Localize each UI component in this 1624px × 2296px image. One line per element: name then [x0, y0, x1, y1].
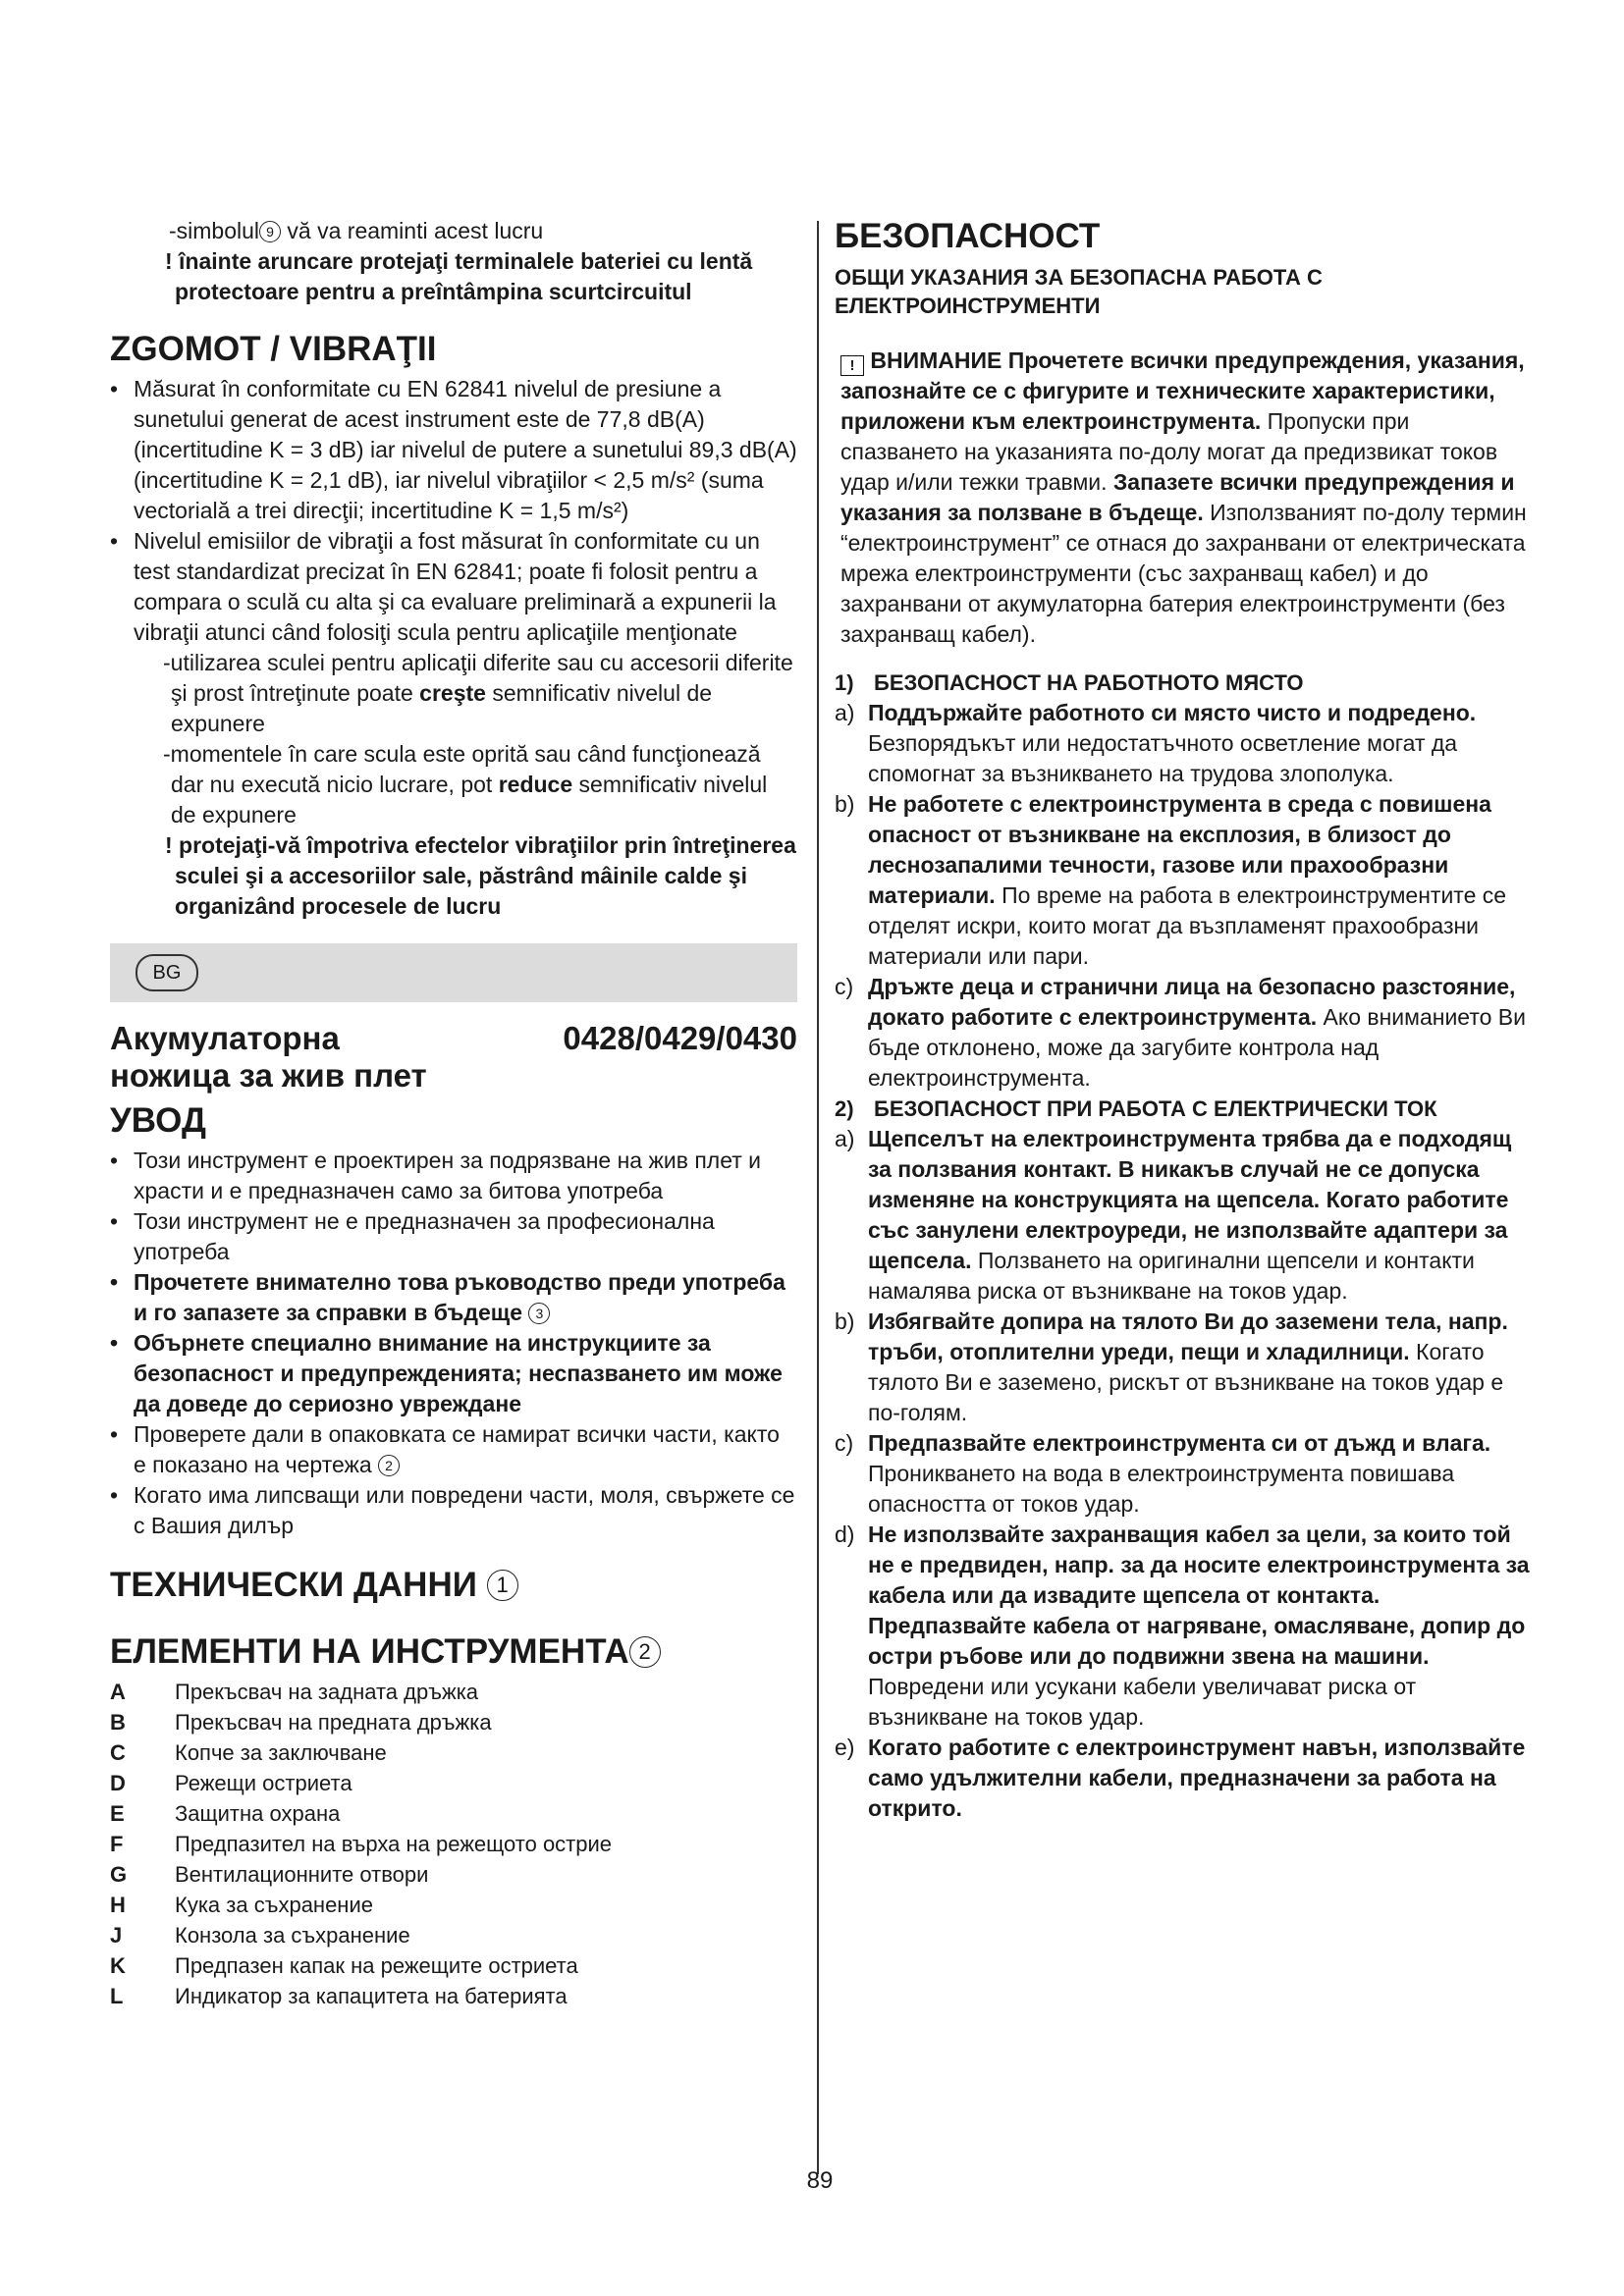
item-text: По време на работа в електроинструментите се отделят искри, които могат да възпламенят прахообразни материали или пари. [868, 882, 1507, 969]
item-text: Повредени или усукани кабели увеличават риска от възникване на токов удар. [868, 1674, 1417, 1730]
parts-list [110, 1677, 797, 2011]
safety-item [835, 1520, 1532, 1733]
warning-icon: ! [840, 355, 864, 376]
item-text: Ползването на оригинални щепсели и контакти намалява риска от възникване на токов удар. [868, 1248, 1475, 1304]
section-heading [835, 1094, 1532, 1124]
item-body [868, 789, 1532, 972]
item-text: Когато тялото Ви е заземено, рискът от възникване на токов удар е по-голям. [868, 1339, 1504, 1425]
dash-text: semnificativ nivelul de expunere [171, 680, 713, 736]
part-label: Индикатор за капацитета на батерията [175, 1984, 568, 2008]
part-row [110, 1768, 797, 1798]
intro-bullet-text: Обърнете специално внимание на инструкциите за безопасност и предупрежденията; неспазването им може да доведе до сериозно увреждане [134, 1330, 783, 1416]
exposure-reduce [110, 739, 797, 830]
exposure-increase [110, 648, 797, 739]
intro-bullet-text: Прочетете внимателно това ръководство преди употреба и го запазете за справки в бъдеще [134, 1269, 785, 1325]
safety-item [835, 972, 1532, 1094]
part-label: Копче за заключване [175, 1740, 387, 1765]
item-key: a) [835, 700, 855, 725]
elements-title [110, 1631, 797, 1673]
item-body [868, 1124, 1532, 1307]
item-body [868, 972, 1532, 1094]
item-key: c) [835, 974, 854, 999]
circle-ref: 1 [487, 1570, 518, 1601]
language-badge: BG [135, 954, 198, 991]
part-label: Защитна охрана [175, 1801, 341, 1826]
item-key: a) [835, 1126, 855, 1151]
warning-text: Пропуски при спазването на указанията по-долу могат да предизвикат токов удар и/или тежки травми. [840, 408, 1498, 495]
intro-bullet-text: Този инструмент не е предназначен за професионална употреба [134, 1208, 715, 1264]
item-bold: Не използвайте захранващия кабел за цели, за които той не е предвиден, напр. за да носите електроинструмента за кабела или да извадите щепсела от контакта. Предпазвайте кабела от нагряване, омасляване, допир до остри ръбове или до подвижни звена на машини. [868, 1522, 1530, 1669]
symbol-reminder [110, 216, 797, 246]
item-bold: Поддържайте работното си място чисто и подредено. [868, 700, 1477, 725]
part-row [110, 1829, 797, 1859]
item-key: c) [835, 1430, 854, 1456]
tech-data-title [110, 1565, 797, 1606]
intro-bullet [110, 1146, 797, 1206]
battery-note: ! înainte aruncare protejaţi terminalele bateriei cu lentă protectoare pentru a preîntâmpina scurtcircuitul [165, 248, 753, 304]
intro-bullet-text: Проверете дали в опаковката се намират всички части, както е показано на чертежа [134, 1421, 780, 1477]
warning-bold: Запазете всички предупреждения и указания за ползване в бъдеще. [840, 469, 1515, 525]
item-key: b) [835, 1308, 855, 1334]
section-heading [835, 667, 1532, 698]
part-row [110, 1981, 797, 2011]
safety-title: БЕЗОПАСНОСТ [835, 217, 1101, 255]
warning-bold: ВНИМАНИЕ Прочетете всички предупреждения, указания, запознайте се с фигурите и техническите характеристики, приложени към електроинструмента. [840, 347, 1525, 434]
part-key: H [110, 1893, 126, 1917]
item-bold: Предпазвайте електроинструмента си от дъжд и влага. [868, 1430, 1491, 1456]
part-row [110, 1707, 797, 1737]
product-title-2: ножица за жив плет [110, 1057, 427, 1094]
part-key: G [110, 1862, 128, 1887]
part-row [110, 1920, 797, 1950]
part-label: Предпазен капак на режещите остриета [175, 1953, 578, 1978]
intro-bullet [110, 1480, 797, 1541]
symbol-reminder-tail: vă va reaminti acest lucru [281, 218, 544, 243]
part-key: F [110, 1832, 124, 1856]
item-body [868, 1520, 1532, 1733]
part-key: B [110, 1710, 126, 1735]
warning-paragraph [835, 346, 1532, 650]
intro-bullet [110, 1267, 797, 1328]
part-key: C [110, 1740, 126, 1765]
part-row [110, 1859, 797, 1890]
safety-item [835, 698, 1532, 789]
part-row [110, 1890, 797, 1920]
dash-text: semnificativ nivelul de expunere [171, 772, 768, 828]
left-column [110, 216, 797, 2011]
item-bold: Щепселът на електроинструмента трябва да е подходящ за ползвания контакт. В никакъв случай не се допуска изменяне на конструкцията на щепсела. Когато работите със занулени електроуреди, не използвайте адаптери за щепсела. [868, 1126, 1512, 1273]
part-label: Вентилационните отвори [175, 1862, 429, 1887]
safety-item [835, 1307, 1532, 1428]
section-1-items [835, 698, 1532, 1094]
item-text: Ако вниманието Ви бъде отклонено, може да загубите контрола над електроинструмента. [868, 1004, 1526, 1091]
intro-bullet [110, 1419, 797, 1480]
part-label: Прекъсвач на предната дръжка [175, 1710, 492, 1735]
warning-text: Използваният по-долу термин “електроинструмент” се отнася до захранвани от електрическата мрежа електроинструменти (със захранващ кабел) и до захранвани от акумулаторна батерия електроинструменти (без захранващ кабел). [840, 500, 1527, 647]
circle-ref: 2 [378, 1455, 400, 1476]
intro-bullet-text: Когато има липсващи или повредени части, моля, свържете се с Вашия дилър [134, 1482, 795, 1538]
circle-ref: 3 [528, 1303, 550, 1324]
part-label: Конзола за съхранение [175, 1923, 410, 1948]
section-title: БЕЗОПАСНОСТ ПРИ РАБОТА С ЕЛЕКТРИЧЕСКИ ТОК [874, 1096, 1437, 1121]
item-key: d) [835, 1522, 855, 1547]
dash-bold: reduce [498, 772, 573, 797]
item-body [868, 1733, 1532, 1824]
circle-ref: 2 [629, 1636, 661, 1668]
noise-bullet: • Nivelul emisiilor de vibraţii a fost măsurat în conformitate cu un test standardizat precizat în EN 62841; poate fi folosit pentru a compara o sculă cu alta şi ca evaluare preliminară a expunerii la vibraţii atunci când folosiţi scula pentru aplicaţiile menţionate [110, 526, 797, 648]
general-safety-title: ОБЩИ УКАЗАНИЯ ЗА БЕЗОПАСНА РАБОТА С ЕЛЕКТРОИНСТРУМЕНТИ [835, 265, 1323, 318]
part-key: A [110, 1680, 126, 1704]
part-label: Предпазител на върха на режещото острие [175, 1832, 613, 1856]
part-key: L [110, 1984, 124, 2008]
noise-title: ZGOMOT / VIBRAŢII [110, 330, 437, 368]
part-row [110, 1950, 797, 1981]
section-2-items [835, 1124, 1532, 1824]
right-column [835, 216, 1532, 1824]
product-title: Акумулаторна [110, 1020, 340, 1056]
part-label: Кука за съхранение [175, 1893, 373, 1917]
safety-item [835, 1733, 1532, 1824]
item-text: Проникването на вода в електроинструмента повишава опасността от токов удар. [868, 1461, 1455, 1517]
part-key: D [110, 1771, 126, 1795]
product-models: 0428/0429/0430 [563, 1020, 797, 1056]
part-label: Режещи остриета [175, 1771, 352, 1795]
part-row [110, 1737, 797, 1768]
section-number: 2) [835, 1096, 854, 1121]
symbol-reminder-text: -simbolul [169, 218, 260, 243]
language-bar [110, 943, 797, 1002]
item-bold: Избягвайте допира на тялото Ви до заземени тела, напр. тръби, отоплителни уреди, пещи и хладилници. [868, 1308, 1508, 1364]
part-row [110, 1798, 797, 1829]
intro-bullet-text: Този инструмент е проектирен за подрязване на жив плет и храсти и е предназначен само за битова употреба [134, 1148, 762, 1203]
page-number: 89 [806, 2167, 834, 2194]
section-number: 1) [835, 670, 854, 695]
column-divider [817, 221, 819, 2174]
item-bold: Не работете с електроинструмента в среда с повишена опасност от възникване на експлозия, в близост до леснозапалими течности, газове или прахообразни материали. [868, 791, 1491, 908]
intro-title: УВОД [110, 1101, 206, 1140]
item-key: b) [835, 791, 855, 817]
elements-title-text: ЕЛЕМЕНТИ НА ИНСТРУМЕНТА [110, 1632, 629, 1671]
tech-data-title-text: ТЕХНИЧЕСКИ ДАННИ [110, 1566, 477, 1604]
circle-ref: 9 [259, 221, 281, 242]
part-label: Прекъсвач на задната дръжка [175, 1680, 479, 1704]
part-row [110, 1677, 797, 1707]
part-key: E [110, 1801, 125, 1826]
item-bold: Когато работите с електроинструмент навън, използвайте само удължителни кабели, предназначени за работа на открито. [868, 1735, 1526, 1821]
section-title: БЕЗОПАСНОСТ НА РАБОТНОТО МЯСТО [874, 670, 1304, 695]
part-key: J [110, 1923, 123, 1948]
intro-bullet [110, 1206, 797, 1267]
item-body [868, 698, 1532, 789]
vibration-protect-note: ! protejaţi-vă împotriva efectelor vibraţiilor prin întreţinerea sculei şi a accesoriilor sale, păstrând mâinile calde şi organizând procesele de lucru [165, 832, 796, 919]
item-body [868, 1307, 1532, 1428]
item-key: e) [835, 1735, 855, 1760]
dash-text: -utilizarea sculei pentru aplicaţii diferite sau cu accesorii diferite şi prost întreţinute poate [163, 650, 793, 706]
item-bold: Дръжте деца и странични лица на безопасно разстояние, докато работите с електроинструмента. [868, 974, 1516, 1030]
safety-item [835, 789, 1532, 972]
dash-text: -momentele în care scula este oprită sau când funcţionează dar nu execută nicio lucrare, pot [163, 741, 761, 797]
safety-item [835, 1428, 1532, 1520]
dash-bold: creşte [419, 680, 486, 706]
item-body [868, 1428, 1532, 1520]
noise-bullet: • Măsurat în conformitate cu EN 62841 nivelul de presiune a sunetului generat de acest instrument este de 77,8 dB(A) (incertitudine K = 3 dB) iar nivelul de putere a sunetului 89,3 dB(A) (incertitudine K = 2,1 dB), iar nivelul vibraţiilor < 2,5 m/s² (suma vectorială a trei direcţii; incertitudine K = 1,5 m/s²) [110, 374, 797, 526]
safety-item [835, 1124, 1532, 1307]
item-text: Безпорядъкът или недостатъчното осветление могат да спомогнат за възникването на трудова злополука. [868, 730, 1458, 786]
intro-bullet [110, 1328, 797, 1419]
product-title-row-2 [110, 1057, 797, 1095]
part-key: K [110, 1953, 126, 1978]
product-title-row [110, 1020, 797, 1057]
intro-list [110, 1146, 797, 1541]
